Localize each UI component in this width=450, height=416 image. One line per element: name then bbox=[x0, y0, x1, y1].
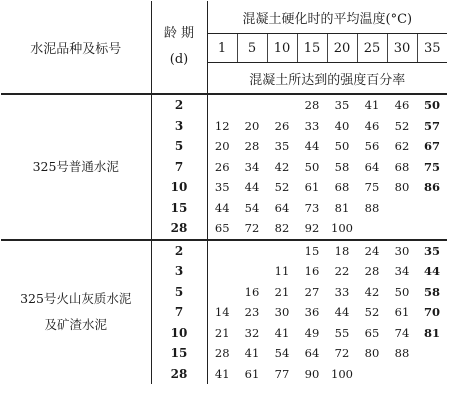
strength-value-cell bbox=[417, 198, 447, 219]
strength-value-cell: 61 bbox=[394, 305, 410, 320]
strength-value-cell: 75 bbox=[364, 180, 380, 195]
strength-value-cell: 34 bbox=[394, 264, 410, 279]
strength-value-cell: 33 bbox=[304, 118, 320, 133]
strength-value-cell: 80 bbox=[364, 346, 380, 361]
strength-value-cell bbox=[387, 364, 417, 385]
strength-value-cell: 46 bbox=[387, 94, 417, 116]
strength-value-cell: 20 bbox=[214, 139, 230, 154]
strength-value-cell bbox=[207, 240, 237, 262]
strength-value-cell bbox=[417, 343, 447, 364]
strength-value-cell: 54 bbox=[274, 346, 290, 361]
strength-value-cell: 65 bbox=[364, 325, 380, 340]
age-cell: 5 bbox=[151, 136, 207, 157]
strength-value-cell: 100 bbox=[331, 366, 353, 381]
strength-value-cell bbox=[357, 364, 387, 385]
age-cell: 10 bbox=[151, 323, 207, 344]
strength-value-cell: 88 bbox=[364, 200, 380, 215]
strength-value-cell: 61 bbox=[304, 180, 320, 195]
strength-value-cell: 50 bbox=[334, 139, 350, 154]
strength-value-cell: 35 bbox=[417, 240, 447, 262]
strength-value-cell bbox=[417, 218, 447, 240]
strength-value-cell: 28 bbox=[364, 264, 380, 279]
strength-value-cell: 26 bbox=[214, 159, 230, 174]
strength-value-cell: 30 bbox=[274, 305, 290, 320]
cement-type-label: 325号普通水泥 bbox=[32, 158, 119, 174]
cement-type-cell bbox=[1, 94, 151, 240]
temperature-cell: 35 bbox=[417, 34, 447, 63]
strength-value-cell: 82 bbox=[274, 221, 290, 236]
strength-value-cell: 50 bbox=[417, 94, 447, 116]
strength-value-cell: 52 bbox=[394, 118, 410, 133]
strength-value-cell: 52 bbox=[364, 305, 380, 320]
strength-value-cell: 88 bbox=[394, 346, 410, 361]
strength-value-cell: 16 bbox=[244, 284, 260, 299]
temperature-cell: 15 bbox=[297, 34, 327, 63]
strength-value-cell: 68 bbox=[334, 180, 350, 195]
strength-value-cell: 81 bbox=[424, 325, 441, 340]
temperature-cell: 5 bbox=[237, 34, 267, 63]
strength-value-cell: 44 bbox=[424, 264, 441, 279]
age-cell: 28 bbox=[151, 364, 207, 385]
age-cell: 2 bbox=[151, 94, 207, 116]
strength-value-cell: 44 bbox=[214, 200, 230, 215]
strength-value-cell: 75 bbox=[424, 159, 441, 174]
table-row bbox=[1, 94, 447, 116]
strength-value-cell: 50 bbox=[304, 159, 320, 174]
strength-value-cell: 23 bbox=[244, 305, 260, 320]
age-cell: 10 bbox=[151, 177, 207, 198]
strength-value-cell bbox=[387, 198, 417, 219]
age-cell: 15 bbox=[151, 198, 207, 219]
strength-value-cell: 35 bbox=[327, 94, 357, 116]
strength-value-cell: 41 bbox=[274, 325, 290, 340]
strength-value-cell: 30 bbox=[387, 240, 417, 262]
strength-value-cell: 100 bbox=[331, 221, 353, 236]
strength-value-cell: 28 bbox=[214, 346, 230, 361]
strength-value-cell: 46 bbox=[364, 118, 380, 133]
temperature-cell: 10 bbox=[267, 34, 297, 63]
age-cell: 7 bbox=[151, 302, 207, 323]
strength-value-cell: 42 bbox=[364, 284, 380, 299]
temperature-cell: 25 bbox=[357, 34, 387, 63]
strength-value-cell: 64 bbox=[364, 159, 380, 174]
table-row bbox=[1, 240, 447, 262]
temperature-cell: 20 bbox=[327, 34, 357, 63]
age-cell: 3 bbox=[151, 261, 207, 282]
strength-value-cell: 44 bbox=[304, 139, 320, 154]
strength-value-cell: 12 bbox=[214, 118, 230, 133]
temperature-cell: 1 bbox=[207, 34, 237, 63]
strength-value-cell bbox=[237, 240, 267, 262]
strength-value-cell bbox=[207, 94, 237, 116]
concrete-strength-table bbox=[1, 1, 447, 384]
strength-value-cell: 54 bbox=[244, 200, 260, 215]
strength-value-cell: 20 bbox=[244, 118, 260, 133]
strength-value-cell: 32 bbox=[244, 325, 260, 340]
strength-value-cell: 68 bbox=[394, 159, 410, 174]
cement-type-header: 水泥品种及标号 bbox=[1, 1, 151, 94]
strength-value-cell: 36 bbox=[304, 305, 320, 320]
strength-value-cell: 65 bbox=[214, 221, 230, 236]
age-cell: 2 bbox=[151, 240, 207, 262]
strength-value-cell: 41 bbox=[214, 366, 230, 381]
strength-value-cell: 50 bbox=[394, 284, 410, 299]
strength-value-cell: 16 bbox=[304, 264, 320, 279]
strength-value-cell: 80 bbox=[394, 180, 410, 195]
strength-value-cell: 11 bbox=[274, 264, 290, 279]
age-cell: 28 bbox=[151, 218, 207, 240]
strength-value-cell: 57 bbox=[424, 118, 441, 133]
strength-value-cell: 49 bbox=[304, 325, 320, 340]
strength-value-cell: 58 bbox=[424, 284, 441, 299]
strength-value-cell bbox=[207, 282, 237, 303]
strength-value-cell: 35 bbox=[274, 139, 290, 154]
strength-value-cell: 34 bbox=[244, 159, 260, 174]
strength-value-cell: 64 bbox=[274, 200, 290, 215]
strength-value-cell: 44 bbox=[334, 305, 350, 320]
strength-value-cell: 72 bbox=[244, 221, 260, 236]
strength-value-cell: 28 bbox=[297, 94, 327, 116]
strength-value-cell: 62 bbox=[394, 139, 410, 154]
age-cell: 3 bbox=[151, 116, 207, 137]
strength-value-cell: 74 bbox=[394, 325, 410, 340]
strength-value-cell: 70 bbox=[424, 305, 441, 320]
strength-value-cell: 28 bbox=[244, 139, 260, 154]
strength-value-cell: 58 bbox=[334, 159, 350, 174]
temperature-title: 混凝土硬化时的平均温度(°C) bbox=[207, 1, 447, 34]
strength-value-cell bbox=[357, 218, 387, 240]
strength-value-cell: 61 bbox=[244, 366, 260, 381]
age-cell: 7 bbox=[151, 157, 207, 178]
strength-value-cell bbox=[267, 94, 297, 116]
strength-value-cell: 41 bbox=[244, 346, 260, 361]
strength-value-cell: 14 bbox=[214, 305, 230, 320]
strength-value-cell: 52 bbox=[274, 180, 290, 195]
age-cell: 5 bbox=[151, 282, 207, 303]
strength-value-cell: 73 bbox=[304, 200, 320, 215]
strength-value-cell: 77 bbox=[274, 366, 290, 381]
strength-value-cell: 44 bbox=[244, 180, 260, 195]
cement-type-label: 325号火山灰质水泥 bbox=[20, 291, 132, 307]
cement-type-label: 及矿渣水泥 bbox=[44, 317, 107, 333]
strength-value-cell bbox=[267, 240, 297, 262]
strength-value-cell: 22 bbox=[334, 264, 350, 279]
strength-value-cell: 18 bbox=[327, 240, 357, 262]
strength-value-cell: 21 bbox=[274, 284, 290, 299]
cement-type-cell bbox=[1, 240, 151, 385]
strength-value-cell: 15 bbox=[297, 240, 327, 262]
strength-value-cell: 41 bbox=[357, 94, 387, 116]
strength-percent-title: 混凝土所达到的强度百分率 bbox=[249, 72, 406, 88]
strength-value-cell: 26 bbox=[274, 118, 290, 133]
strength-value-cell: 90 bbox=[304, 366, 320, 381]
age-header-unit: (d) bbox=[169, 52, 189, 67]
strength-value-cell: 40 bbox=[334, 118, 350, 133]
strength-value-cell: 42 bbox=[274, 159, 290, 174]
strength-value-cell: 81 bbox=[334, 200, 350, 215]
strength-value-cell bbox=[417, 364, 447, 385]
strength-value-cell bbox=[237, 94, 267, 116]
strength-value-cell bbox=[207, 261, 237, 282]
strength-value-cell: 92 bbox=[304, 221, 320, 236]
strength-value-cell: 64 bbox=[304, 346, 320, 361]
strength-value-cell: 24 bbox=[357, 240, 387, 262]
strength-value-cell: 33 bbox=[334, 284, 350, 299]
strength-value-cell bbox=[387, 218, 417, 240]
temperature-cell: 30 bbox=[387, 34, 417, 63]
strength-value-cell: 27 bbox=[304, 284, 320, 299]
strength-value-cell: 55 bbox=[334, 325, 350, 340]
strength-value-cell: 35 bbox=[214, 180, 230, 195]
strength-value-cell: 56 bbox=[364, 139, 380, 154]
strength-value-cell: 67 bbox=[424, 139, 441, 154]
strength-value-cell bbox=[237, 261, 267, 282]
strength-value-cell: 86 bbox=[424, 180, 441, 195]
age-header-label: 龄 期 bbox=[163, 26, 195, 41]
strength-value-cell: 72 bbox=[334, 346, 350, 361]
strength-value-cell: 21 bbox=[214, 325, 230, 340]
age-cell: 15 bbox=[151, 343, 207, 364]
age-header bbox=[151, 1, 207, 94]
